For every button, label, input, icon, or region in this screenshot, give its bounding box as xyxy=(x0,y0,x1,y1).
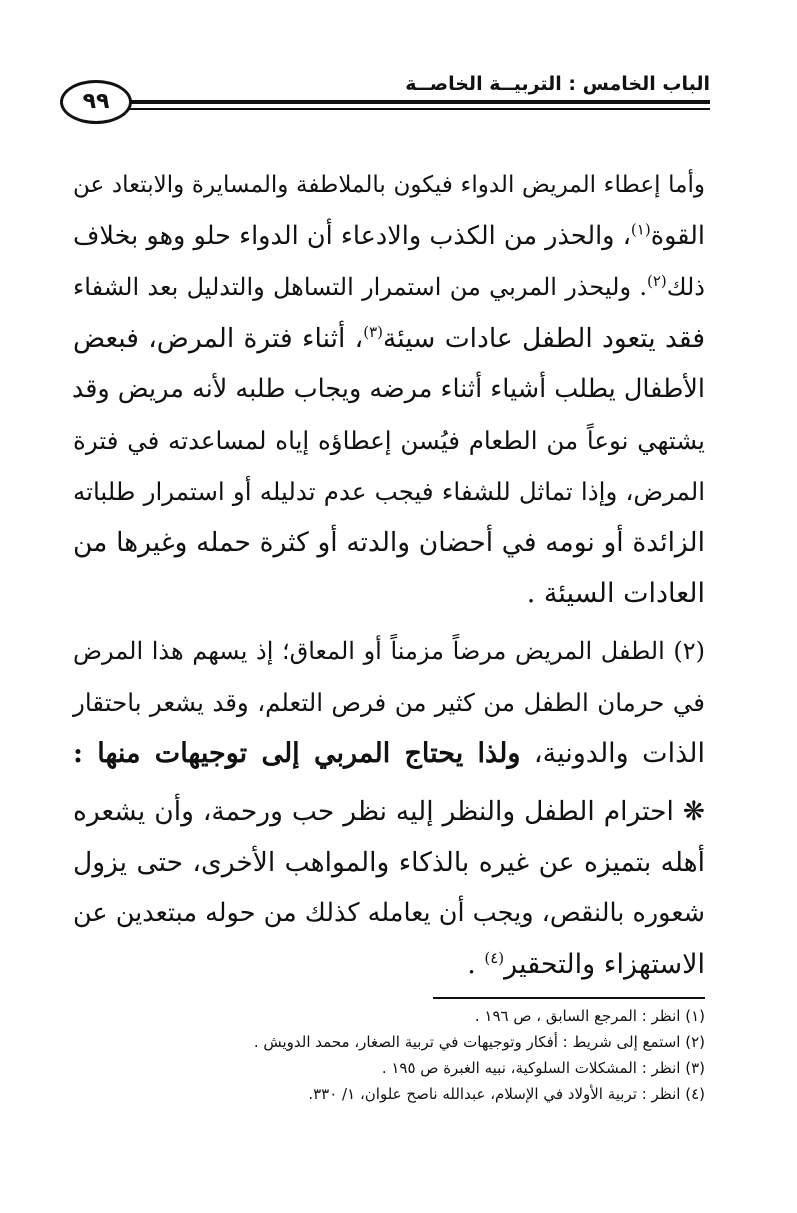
text-run: الذات والدونية، xyxy=(520,738,705,769)
bold-text-run: ولذا يحتاج المربي إلى توجيهات منها : xyxy=(73,738,521,769)
text-line: ❋ احترام الطفل والنظر إليه نظر حب ورحمة، وأن يشعره xyxy=(73,796,705,827)
paragraph-2 xyxy=(73,626,705,779)
text-line xyxy=(73,262,705,313)
footnote-1: (١) انظر : المرجع السابق ، ص ١٩٦ . xyxy=(474,1007,705,1025)
text-line: أهله بتميزه عن غيره بالذكاء والمواهب الأخرى، حتى يزول xyxy=(73,847,705,878)
footnote-4: (٤) انظر : تربية الأولاد في الإسلام، عبدالله ناصح علوان، ١/ ٣٣٠. xyxy=(308,1085,705,1103)
text-line: الأطفال يطلب أشياء أثناء مرضه ويجاب طلبه لأنه مريض وقد xyxy=(71,374,705,404)
text-line: يشتهي نوعاً من الطعام فيُسن إعطاؤه إياه لمساعدته في فترة xyxy=(73,426,705,455)
text-line: (٢) الطفل المريض مرضاً مزمناً أو المعاق؛ إذ يسهم هذا المرض xyxy=(73,637,705,665)
footnote-ref-4[interactable]: (٤) xyxy=(484,949,505,967)
text-run: ، والحذر من الكذب والادعاء أن الدواء حلو وهو بخلاف xyxy=(73,221,631,251)
header-rule-thin xyxy=(128,108,710,110)
text-line xyxy=(73,211,705,262)
text-run: الاستهزاء والتحقير xyxy=(504,949,705,980)
text-line: وأما إعطاء المريض الدواء فيكون بالملاطفة والمسايرة والابتعاد عن xyxy=(73,172,705,198)
body-text xyxy=(73,160,705,990)
chapter-title: الباب الخامس : التربيــة الخاصــة xyxy=(405,73,710,95)
running-header xyxy=(60,70,710,130)
page-number: ٩٩ xyxy=(60,80,132,124)
text-run: فقد يتعود الطفل عادات سيئة xyxy=(382,323,705,354)
footnote-3: (٣) انظر : المشكلات السلوكية، نبيه الغبرة ص ١٩٥ . xyxy=(381,1059,705,1077)
footnote-ref-3[interactable]: (٣) xyxy=(363,323,383,342)
text-line xyxy=(73,939,705,990)
text-line: شعوره بالنقص، ويجب أن يعامله كذلك من حوله مبتعدين عن xyxy=(73,898,705,928)
header-rule-thick xyxy=(128,100,710,104)
paragraph-1 xyxy=(73,160,705,619)
text-run: القوة xyxy=(650,221,705,251)
text-line: المرض، وإذا تماثل للشفاء فيجب عدم تدليله أو استمرار طلباته xyxy=(73,477,705,506)
text-line: في حرمان الطفل من كثير من فرص التعلم، وقد يشعر باحتقار xyxy=(73,688,705,717)
text-run: ، أثناء فترة المرض، فبعض xyxy=(73,323,364,354)
text-run: ذلك xyxy=(666,273,705,301)
footnotes xyxy=(73,1003,705,1107)
paragraph-3 xyxy=(73,786,705,990)
text-line: الزائدة أو نومه في أحضان والدته أو كثرة حمله وغيرها من xyxy=(73,527,705,558)
text-line xyxy=(73,728,705,779)
footnote-ref-2[interactable]: (٢) xyxy=(646,272,667,290)
text-line: العادات السيئة . xyxy=(526,578,705,609)
text-run: . xyxy=(467,949,485,980)
footnote-separator xyxy=(433,997,705,999)
text-line xyxy=(73,313,705,364)
text-run: . وليحذر المربي من استمرار التساهل والتدليل بعد الشفاء xyxy=(73,273,647,301)
footnote-2: (٢) استمع إلى شريط : أفكار وتوجيهات في تربية الصغار، محمد الدويش . xyxy=(253,1033,705,1051)
footnote-ref-1[interactable]: (١) xyxy=(630,220,651,239)
